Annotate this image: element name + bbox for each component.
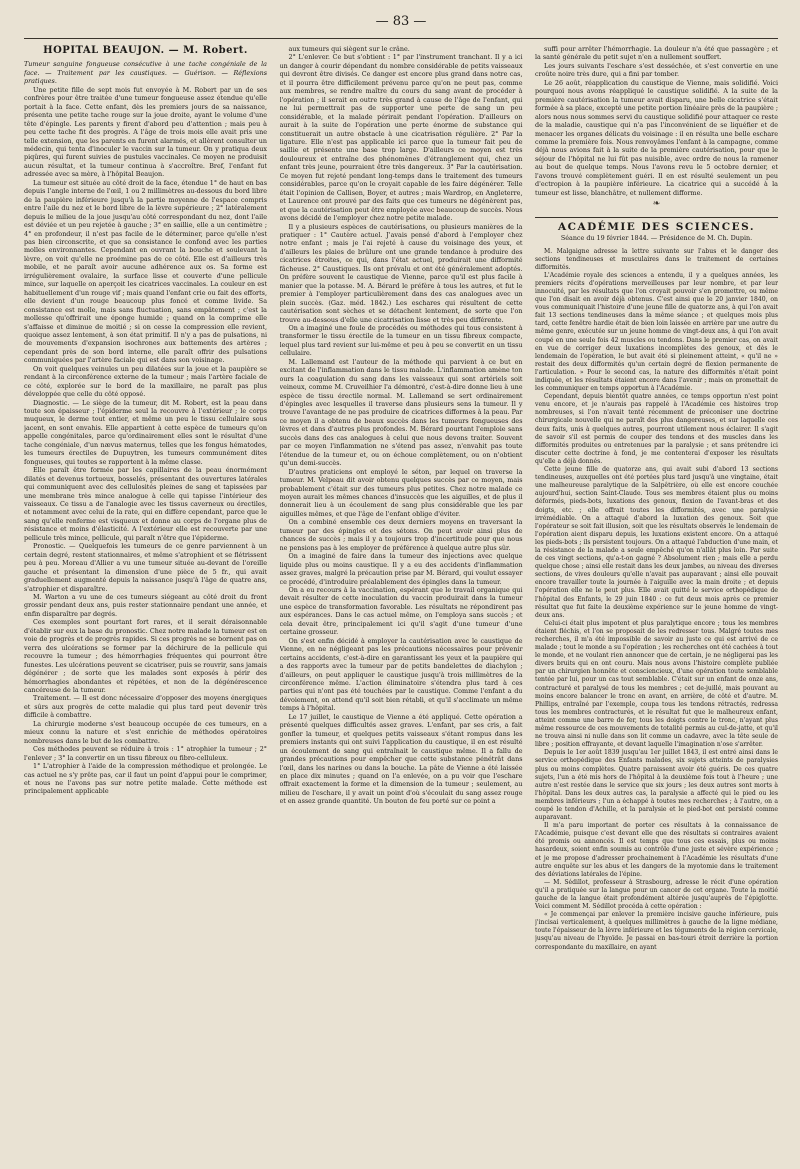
article-title: HOPITAL BEAUJON. — M. Robert.	[43, 45, 248, 56]
paragraph: Il m'a paru important de porter ces résultats à la connaissance de l'Académie, puisque c'est devant elle que des résultats si contraires avaient été promis ou annoncés. Il est temps que tous ces essais, plus ou moins hasardeux, soient enfin soumis au contrôle d'une juste et sévère expérience ; et je me propose d'adresser prochainement à l'Académie les résultats d'une autre enquête sur les abus et les dangers de la myotomie dans le traitement des déviations latérales de l'épine.	[535, 822, 778, 878]
paragraph: Ces exemples sont pourtant fort rares, et il serait déraisonnable d'établir sur eux la base du pronostic. Chez notre malade la tumeur est en voie de progrès et de progrès rapides. Si ces progrès ne se bornent pas on verra des ulcérations se former par la déchirure de la pellicule qui recouvre la tumeur ; des hémorrhagies fréquentes qui pourront être funestes. Les ulcérations peuvent se cicatriser, puis se rouvrir, sans jamais dégénérer ; de sorte que les malades sont exposés à périr des hémorrhagies abondantes et répétées, et non de la dégénérescence cancéreuse de la tumeur.	[24, 618, 267, 694]
article-subtitle: Tumeur sanguine fongueuse consécutive à une tache congéniale de la face. — Traitement par les caustiques. — Guérison. — Réflexions pratiques.	[24, 60, 267, 86]
paragraph: D'autres praticiens ont employé le séton, par lequel on traverse la tumeur. M. Velpeau dit avoir obtenu quelques succès par ce moyen, mais probablement c'était sur des tumeurs plus petites. Chez notre malade ce moyen aurait les mêmes chances d'insuccès que les aiguilles, et de plus il donnerait lieu à un écoulement de sang plus considérable que les par aiguilles mêmes, et que l'âge de l'enfant oblige d'éviter.	[279, 467, 523, 518]
paragraph: On voit quelques veinules un peu dilatées sur la joue et la paupière se rendant à la circonférence externe de la tumeur ; mais l'artère faciale de ce côté, explorée sur le bord de la maxillaire, ne paraît pas plus développée que celle du côté opposé.	[24, 364, 267, 399]
paragraph: L'Académie royale des sciences a entendu, il y a quelques années, les premiers récits d'opérations merveilleuses par leur nombre, et par leur innocuité, par les résultats que l'on croyait pouvoir s'en promettre, ou même que l'on disait en avoir déjà obtenus. C'est ainsi que le 20 janvier 1840, on vous communiquait l'histoire d'une jeune fille de quatorze ans, à qui l'on avait fait 13 sections tendineuses dans la même séance ; et quelques mois plus tard, cette fenêtre hardie était de bien loin laissée en arrière par une autre du même genre, exécutée sur un jeune homme de vingt-deux ans, à qui l'on avait coupé en une seule fois 42 muscles ou tendons. Dans le premier cas, on avait en vue de corriger deux luxations incomplètes des genoux, et dès le lendemain de l'opération, le but avait été si pleinement atteint, « qu'il ne » restait des deux difformités qu'un certain degré de flexion permanente de l'articulation. » Pour le second cas, la nature des difformités n'était point indiquée, et les résultats étaient encore dans l'avenir ; mais on promettait de les communiquer en temps opportun à l'Académie.	[535, 271, 778, 393]
paragraph: On a eu recours à la vaccination, espérant que le travail organique qui devait résulter de cette inoculation du vaccin produirait dans la tumeur une espèce de transformation favorable. Les résultats ne répondirent pas aux espérances. Dans le cas actuel même, on l'employa sans succès ; et cela devait être, principalement ici qu'il s'agit d'une tumeur d'une certaine grosseur.	[279, 586, 523, 637]
ornament: ❧	[652, 199, 661, 210]
paragraph: Ces méthodes peuvent se réduire à trois : 1° atrophier la tumeur ; 2° l'enlever ; 3° la convertir en un tissu fibreux ou fibro-celluleux.	[24, 745, 267, 762]
column-2-body	[280, 45, 523, 806]
paragraph: Le 17 juillet, le caustique de Vienne a été appliqué. Cette opération a présenté quelques difficultés assez graves. L'enfant, par ses cris, a fait gonfler la tumeur, et quelques petits vaisseaux s'étant rompus dans les premiers instants qui ont suivi l'application du caustique, il en est résulté un écoulement de sang qui entraînait le caustique même. Il a fallu de grandes précautions pour empêcher que cette substance pénétrât dans l'œil, dans les narines ou dans la bouche. La pâte de Vienne a été laissée en place dix minutes ; quand on l'a enlevée, on a pu voir que l'eschare offrait exactement la forme et la dimension de la tumeur ; seulement, au milieu de l'eschare, il y avait un point d'où s'écoulait du sang assez rouge et en assez grande quantité. Un bouton de feu porté sur ce point a	[279, 712, 523, 806]
paragraph: « Je commençai par enlever la première incisive gauche inférieure, puis j'incisai verticalement, à quelques millimètres à gauche de la ligne médiane, toute l'épaisseur de la lèvre inférieure et les téguments de la région cervicale, jusqu'au niveau de l'hyoïde. Je passai en bas-touri étroit derrière la portion correspondante du maxillaire, en ayant	[535, 911, 778, 951]
paragraph: On s'est enfin décidé à employer la cautérisation avec le caustique de Vienne, en ne négligeant pas les précautions nécessaires pour prévenir certains accidents, c'est-à-dire en garantissant les yeux et la paupière qui a des rapports avec la tumeur par de petits bandelettes de diachylon ; d'ailleurs, on peut appliquer le caustique jusqu'à trois millimètres de la circonférence même. L'action éliminatoire s'étendra plus tard à ces parties qui n'ont pas été touchées par le caustique. Comme l'enfant a du dévoiement, on attend qu'il soit bien rétabli, et qu'il s'acclimate un même temps à l'hôpital.	[279, 636, 523, 713]
paragraph: Cette jeune fille de quatorze ans, qui avait subi d'abord 13 sections tendineuses, auxquelles ont été portées plus tard jusqu'à une vingtaine, était une malheureuse paralytique de la Salpêtrière, où elle est encore couchée aujourd'hui, section Saint-Claude. Tous ses membres étaient plus ou moins déformés, pieds-bots, luxations des genoux, flexion de l'avant-bras et des doigts, etc. ; elle offrait toutes les difformités, avec une paralysie irrémédiable. On a attaqué d'abord la luxation des genoux. Soit que l'opérateur se soit fait illusion, soit que les résultats observés le lendemain de l'opération aient disparu depuis, les luxations existent encore. On a attaqué les pieds-bots ; ils persistent toujours. On a attaqué l'abduction d'une main, et la résistance de la malade a seule empêché qu'on n'allât plus loin. Par suite de ces vingt sections, qu'a-t-on gagné ? Absolument rien ; mais elle a perdu quelque chose ; ainsi elle restait dans les deux jambes, au niveau des diverses sections, de vives douleurs qu'elle n'avait pas auparavant ; ainsi elle pouvait encore travailler toute la journée à l'aiguille avec la main droite ; et depuis l'opération elle ne le peut plus. Elle avait quitté le service orthopédique de l'hôpital des Enfants, le 29 juin 1840 : ce fut deux mois après ce premier résultat que fut faite la deuxième expérience sur le jeune homme de vingt-deux ans.	[535, 466, 778, 619]
header-rule	[24, 38, 778, 39]
column-3	[535, 45, 778, 1165]
paragraph: On a imaginé une foule de procédés ou méthodes qui tous consistent à transformer le tissu érectile de la tumeur en un tissu fibreux compacte, lequel plus tard revient sur lui-même et peu à peu se convertit en un tissu cellulaire.	[279, 323, 523, 358]
paragraph: M. Lallemand est l'auteur de la méthode qui parvient à ce but en excitant de l'inflammation dans le tissu malade. L'inflammation amène ton ours la coagulation du sang dans les vaisseaux qui sont artériels soit veineux, comme M. Cruveilhier l'a démontré, c'est-à-dire donne lieu à une espèce de tissu érectile normal. M. Lallemand se sert ordinairement d'épingles avec lesquelles il traverse dans plusieurs sens la tumeur. Il y trouve l'avantage de ne pas produire de cicatrices difformes à la peau. Par ce moyen il a obtenu de beaux succès dans les tumeurs fongueuses des lèvres et dans d'autres plus profondes. M. Bérard pourtant l'emploie sans succès dans des cas analogues à celui que nous devons traiter. Souvent par ce moyen l'inflammation ne s'étend pas assez, n'envahit pas toute l'étendue de la tumeur et, ou on échoue complètement, ou on n'obtient qu'un demi-succès.	[279, 357, 523, 468]
paragraph: Elle paraît être formée par les capillaires de la peau énormément dilatés et devenus tortueux, bosselés, présentant des ouvertures latérales qui communiquent avec des cellulosités pleines de sang et tapissées par une membrane très mince analogue à celle qui tapisse l'intérieur des vaisseaux. Ce tissu a de l'analogie avec les tissus caverneux ou érectiles, et notamment avec celui de la rate, qui en diffère cependant, parce que le sang qu'elle renferme est visqueux et donne au corps de l'organe plus de résistance et moins d'élasticité. A l'extérieur elle est recouverte par une pellicule très mince, pellicule, qui paraît n'être que l'épiderme.	[24, 466, 267, 542]
academy-meeting-line: Séance du 19 février 1844. — Présidence de M. Ch. Dupin.	[560, 234, 753, 243]
paragraph: Depuis le 1er août 1839 jusqu'au 1er juillet 1843, il est entré ainsi dans le service orthopédique des Enfants malades, six sujets atteints de paralysies plus ou moins complètes. Quatre paraissent avoir été guéris. De ces quatre sujets, l'un a été mis hors de l'hôpital à la deuxième fois tout à l'heure ; une autre n'est restée dans le service que six jours ; les deux autres sont morts à l'hôpital. Dans les deux autres cas, la paralysie a affecté qui le pied ou les membres inférieurs ; l'un a échappé à toutes mes recherches ; à l'autre, on a coupé le tendon d'Achille, et la paralysie et le pied-bot ont persisté comme auparavant.	[535, 749, 778, 822]
paragraph: Il y a plusieurs espèces de cautérisations, ou plusieurs manières de la pratiquer : 1° Cautère actuel. J'avais pensé d'abord à l'employer chez notre enfant ; mais je l'ai rejeté à cause du voisinage des yeux, et d'ailleurs les plaies de brûlure ont une grande tendance à produire des cicatrices étroites, ce qui, dans l'état actuel, produirait une difformité fâcheuse. 2° Caustiques. Ils ont prévalu et ont été généralement adoptés. On préfère souvent le caustique de Vienne, parce qu'il est plus facile à manier que la potasse. M. A. Bérard le préfère à tous les autres, et fut le premier à l'employer particulièrement dans des cas analogues avec un plein succès. (Gaz. méd. 1842.) Les eschares qui résultent de cette cautérisation sont sèches et se détachent lentement, de sorte que l'on trouve au-dessous d'elle une cicatrisation lisse et très peu différente.	[279, 222, 523, 324]
page-number: — 83 —	[375, 14, 427, 29]
paragraph: Le 26 août, réapplication du caustique de Vienne, mais solidifié. Voici pourquoi nous avons réappliqué le caustique solidifié. A la suite de la première cautérisation la tumeur avait disparu, une belle cicatrice s'était formée à sa place, excepté une petite portion linéaire près de la paupière ; alors nous nous sommes servi du caustique solidifié pour attaquer ce reste de la maladie, caustique qui n'a pas l'inconvénient de se liquéfier et de menacer les organes délicats du voisinage : il en résulta une belle eschare comme la première fois. Nous renvoyâmes l'enfant à la campagne, comme déjà nous avions fait à la suite de la première cautérisation, pour que le séjour de l'hôpital ne lui fût pas nuisible, avec ordre de nous la ramener au bout de quelque temps. Nous l'avons revu le 5 octobre dernier, et l'avons trouvé complètement guéri. Il en est résulté seulement un peu d'ectropion à la paupière inférieure. La cicatrice qui a succédé à la tumeur est lisse, blanchâtre, et nullement difforme.	[535, 78, 778, 197]
paragraph: Diagnostic. — Le siège de la tumeur, dit M. Robert, est la peau dans toute son épaisseur ; l'épiderme seul la recouvre à l'extérieur ; le corps muqueux, le derme tout entier, et même un peu le tissu cellulaire sous jacent, en sont envahis. Elle appartient à cette espèce de tumeurs qu'on appelle congénitales, parce qu'ordinairement elles sont le résultat d'une tache congéniale, d'un nævus maternus, telles que les fongus hématodes, les tumeurs érectiles de Dupuytren, les tumeurs communément dites fongueuses, qui toutes se rapportent à la même classe.	[24, 398, 267, 466]
column-1	[24, 45, 267, 1165]
paragraph: Pronostic. — Quelquefois les tumeurs de ce genre parviennent à un certain degré, restent stationnaires, et même s'atrophient et se flétrissent peu à peu. Moreau d'Allier a vu une tumeur située au-devant de l'oreille gauche et présentant la dimension d'une pièce de 5 fr., qui avait graduellement augmenté depuis la naissance jusqu'à l'âge de quatre ans, s'atrophier et disparaître.	[24, 542, 267, 593]
paragraph: — M. Sédillot, professeur à Strasbourg, adresse le récit d'une opération qu'il a pratiquée sur la langue pour un cancer de cet organe. Toute la moitié gauche de la langue était profondément altérée jusqu'auprès de l'épiglotte. Voici comment M. Sédillot procéda à cette opération :	[535, 878, 778, 911]
columns	[24, 45, 778, 1165]
paragraph: M. Warton a vu une de ces tumeurs siégeant au côté droit du front grossir pendant deux ans, puis rester stationnaire pendant une année, et enfin disparaître par degrés.	[24, 593, 267, 618]
column-1-body	[24, 86, 267, 796]
column-3-body	[535, 45, 778, 197]
column-2	[280, 45, 523, 1165]
paragraph: 1° L'atrophier à l'aide de la compression méthodique et prolongée. Le cas actuel ne s'y prête pas, car il faut un point d'appui pour le comprimer, et nous ne l'avons pas sur notre petite malade. Cette méthode est principalement applicable	[24, 762, 267, 796]
paragraph: Les jours suivants l'eschare s'est desséchée, et s'est convertie en une croûte noire très dure, qui a fini par tomber.	[535, 61, 778, 79]
academy-section-title: ACADÉMIE DES SCIENCES.	[535, 217, 778, 231]
paragraph: Traitement. — Il est donc nécessaire d'opposer des moyens énergiques et sûrs aux progrès de cette maladie qui plus tard peut devenir très difficile à combattre.	[24, 694, 267, 720]
paragraph: La chirurgie moderne s'est beaucoup occupée de ces tumeurs, en a mieux connu la nature et s'est enrichie de méthodes opératoires nombreuses dans le but de les combattre.	[24, 719, 267, 745]
paragraph: Celui-ci était plus impotent et plus paralytique encore ; tous les membres étaient fléchis, et l'on se proposait de les redresser tous. Malgré toutes mes recherches, il m'a été impossible de savoir au juste ce qui est arrivé de ce malade ; tout le monde a su l'opération ; les recherches ont été cachées à tout le monde, et ne voulant rien annoncer que de certain, je ne négligerai pas les divers bruits qui en ont couru. Mais nous avons l'histoire complète publiée par un chirurgien honnête et consciencieux, d'une opération toute semblable tentée par lui, pour un cas tout semblable. C'était sur un enfant de onze ans, contracturé et paralysé de tous les membres ; cet de-juillé, mais pouvant au moins encore balancer le tronc en avant, en arrière, de côté et d'autre. M. Phillips, entraîné par l'exemple, coupa tous les tendons rétractés, redressa tous les membres contracturés, et le résultat fut que le malheureux enfant, atteint comme une barre de fer, tous les doigts contre le tronc, n'ayant plus même ressource de ces mouvements de totalité permis au cul-de-jatte, et qu'il ne trouva ainsi ni nulle dans son lit comme un cadavre, avec la tête seule de libre ; position effrayante, et devant laquelle l'imagination n'ose s'arrêter.	[535, 619, 778, 749]
paragraph: On a imaginé de faire dans la tumeur des injections avec quelque liquide plus ou moins caustique. Il y a eu des accidents d'inflammation assez graves, malgré la précaution prise par M. Bérard, qui voulut essayer ce procédé, d'introduire préalablement des épingles dans la tumeur.	[279, 552, 523, 586]
paragraph: Cependant, depuis bientôt quatre années, ce temps opportun n'est point venu encore, et je n'aurais pas rappelé à l'Académie ces histoires trop nombreuses, si l'on n'avait tenté récemment de préconiser une doctrine chirurgicale nouvelle qui ne paraît des plus dangereuses, et sur laquelle ces deux faits, unis à quelques autres, pourront utilement nous éclairer. Il s'agit de savoir s'il est permis de couper des tendons et des muscles dans les difformités produites ou entretenues par la paralysie ; et sans prétendre ici discuter cette doctrine à fond, je me contenterai d'exposer les résultats qu'elle a déjà donnés.	[535, 393, 778, 465]
paragraph: La tumeur est située au côté droit de la face, étendue 1° de haut en bas depuis l'angle interne de l'œil, 1 ou 2 millimètres au-dessous du bord libre de la paupière inférieure jusqu'à la partie moyenne de l'espace compris entre l'aile du nez et le bord libre de la lèvre supérieure ; 2° latéralement depuis le milieu de la joue jusqu'au côté correspondant du nez, dont l'aile est déviée et un peu rejetée à gauche ; 3° en saillie, elle a un centimètre ; 4° en profondeur, il n'est pas facile de le déterminer, parce qu'elle n'est pas bien circonscrite, et que sa consistance le confond avec les parties molles environnantes. Cependant en ouvrant la bouche et soulevant la lèvre, on voit qu'elle ne proémine pas de ce côté. Elle est d'ailleurs très mobile, et ne paraît avoir aucune adhérence aux os. Sa forme est irrégulièrement ovalaire, la surface lisse et couverte d'une pellicule mince, sur laquelle on aperçoit les cicatrices vaccinales. La couleur en est habituellement d'un rouge vif ; mais quand l'enfant crie ou fait des efforts, elle devient d'un rouge beaucoup plus foncé et comme livide. Sa consistance est molle, mais sans fluctuation, sans empâtement ; c'est la mollesse qu'offrirait une éponge humide ; quand on la comprime elle s'affaisse et diminue de moitié ; si on cesse la compression elle revient, quoique assez lentement, à son état primitif. Il n'y a pas de pulsations, ni de mouvements d'expansion isochrones aux battements des artères ; cependant près de son bord interne, elle paraît offrir des pulsations communiquées par l'artère faciale qui est dans son voisinage.	[24, 178, 267, 365]
paragraph: suffi pour arrêter l'hémorrhagie. La douleur n'a été que passagère ; et la santé générale du petit sujet n'en a nullement souffert.	[535, 45, 778, 62]
paragraph: M. Malgaigne adresse la lettre suivante sur l'abus et le danger des sections tendineuses et musculaires dans le traitement de certaines difformités.	[535, 247, 778, 271]
paragraph: 2° L'enlever. Ce but s'obtient : 1° par l'instrument tranchant. Il y a ici un danger à courir dépendant du nombre considérable de petits vaisseaux qui devront être divisés. Ce danger est encore plus grand dans notre cas, et il pourra être difficilement prévenu parce qu'on ne peut pas, comme aux membres, se rendre maître du cours du sang avant de procéder à l'opération ; il serait en outre très grand à cause de l'âge de l'enfant, qui ne lui permettrait pas de supporter une perte de sang un peu considérable, et la malade périrait pendant l'opération. D'ailleurs on aurait à la suite de l'opération une perte énorme de substance qui constituerait un autre obstacle à une cicatrisation régulière. 2° Par la ligature. Elle n'est pas applicable ici parce que la tumeur fait peu de saillie et présente une base trop large. D'ailleurs ce moyen est très douloureux et entraîne des phénomènes d'étranglement qui, chez un enfant très jeune, pourraient être très dangereux. 3° Par la cautérisation. Ce moyen fut rejeté pendant long-temps dans le traitement des tumeurs considérables, parce qu'on le croyait capable de les faire dégénérer. Telle était l'opinion de Callisen, Boyer, et autres ; mais Wardrop, en Angleterre, et Laurence ont prouvé par des faits que ces tumeurs ne dégénèrent pas, et que la cautérisation peut être employée avec beaucoup de succès. Nous avons décidé de l'employer chez notre petite malade.	[279, 53, 523, 223]
academy-body	[535, 248, 778, 952]
paragraph: Une petite fille de sept mois fut envoyée à M. Robert par un de ses confrères pour être traitée d'une tumeur fongueuse assez étendue qu'elle portait à la face. Cette enfant, dès les premiers jours de sa naissance, présenta une petite tache rouge sur la joue droite, ayant le volume d'une tête d'épingle. Les parents y firent d'abord peu d'attention ; mais peu à peu cette tache fit des progrès. A l'âge de trois mois elle avait pris une telle extension, que les parents en furent alarmés, et allèrent consulter un médecin, qui tenta d'inoculer le vaccin sur la tumeur. On y pratiqua deux piqûres, qui furent suivies de pustules vaccinales. Ce moyen ne produisit aucun résultat, et la tumeur continua à s'accroître. Bref, l'enfant fut adressée avec sa mère, à l'hôpital Beaujon.	[24, 85, 267, 179]
paragraph: On a combiné ensemble ces deux derniers moyens en traversant la tumeur par des épingles et des sétons. On peut avoir ainsi plus de chances de succès ; mais il y a toujours trop d'incertitude pour que nous ne pensions pas à les employer de préférence à quelque autre plus sûr.	[279, 518, 523, 552]
paragraph: aux tumeurs qui siègent sur le crâne.	[288, 45, 410, 53]
